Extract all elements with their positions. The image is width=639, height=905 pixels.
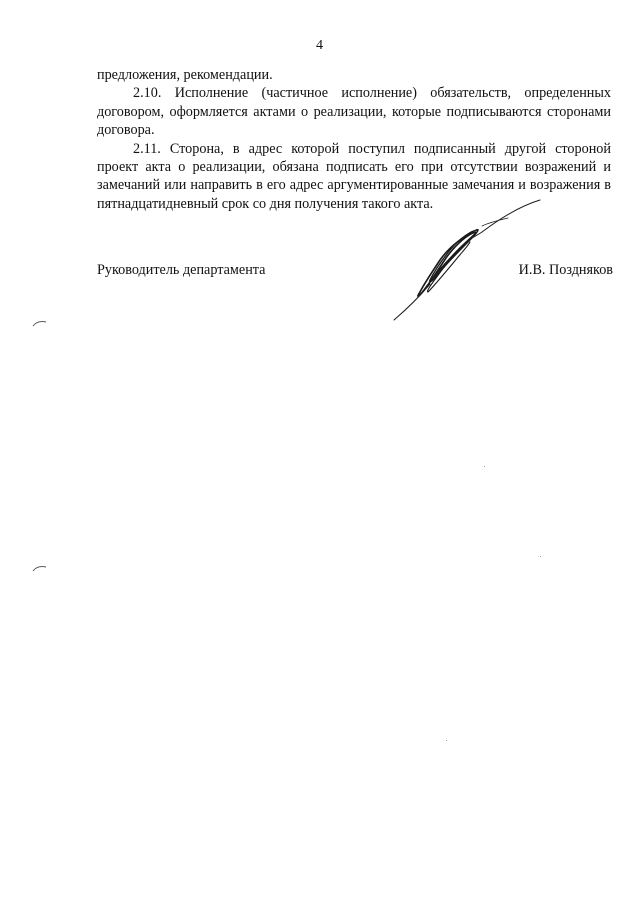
signature-upper-sweep: [482, 218, 508, 226]
page-number: 4: [316, 38, 323, 53]
signatory-name: И.В. Поздняков: [518, 262, 613, 278]
scan-speck: [446, 740, 447, 741]
paragraph-2-11: 2.11. Сторона, в адрес которой поступил подписанный другой стороной проект акта о реализации, обязана подписать его при отсутствии возражений и замечаний или направить в его адрес аргументированные замечания и возражения в пятнадцатидневный срок со дня получения такого акта.: [97, 140, 611, 212]
scan-speck: [484, 466, 485, 467]
paragraph-2-10: 2.10. Исполнение (частичное исполнение) обязательств, определенных договором, оформляется актами о реализации, которые подписываются сторонами договора.: [97, 85, 611, 139]
signatory-title: Руководитель департамента: [97, 262, 266, 278]
signature-tail-stroke: [468, 200, 540, 240]
scan-artifact-mark: [32, 563, 48, 573]
handwritten-signature: [380, 180, 585, 325]
paragraph-continuation: предложения, рекомендации.: [97, 67, 273, 83]
scan-speck: [540, 556, 541, 557]
scan-artifact-mark: [32, 318, 48, 328]
